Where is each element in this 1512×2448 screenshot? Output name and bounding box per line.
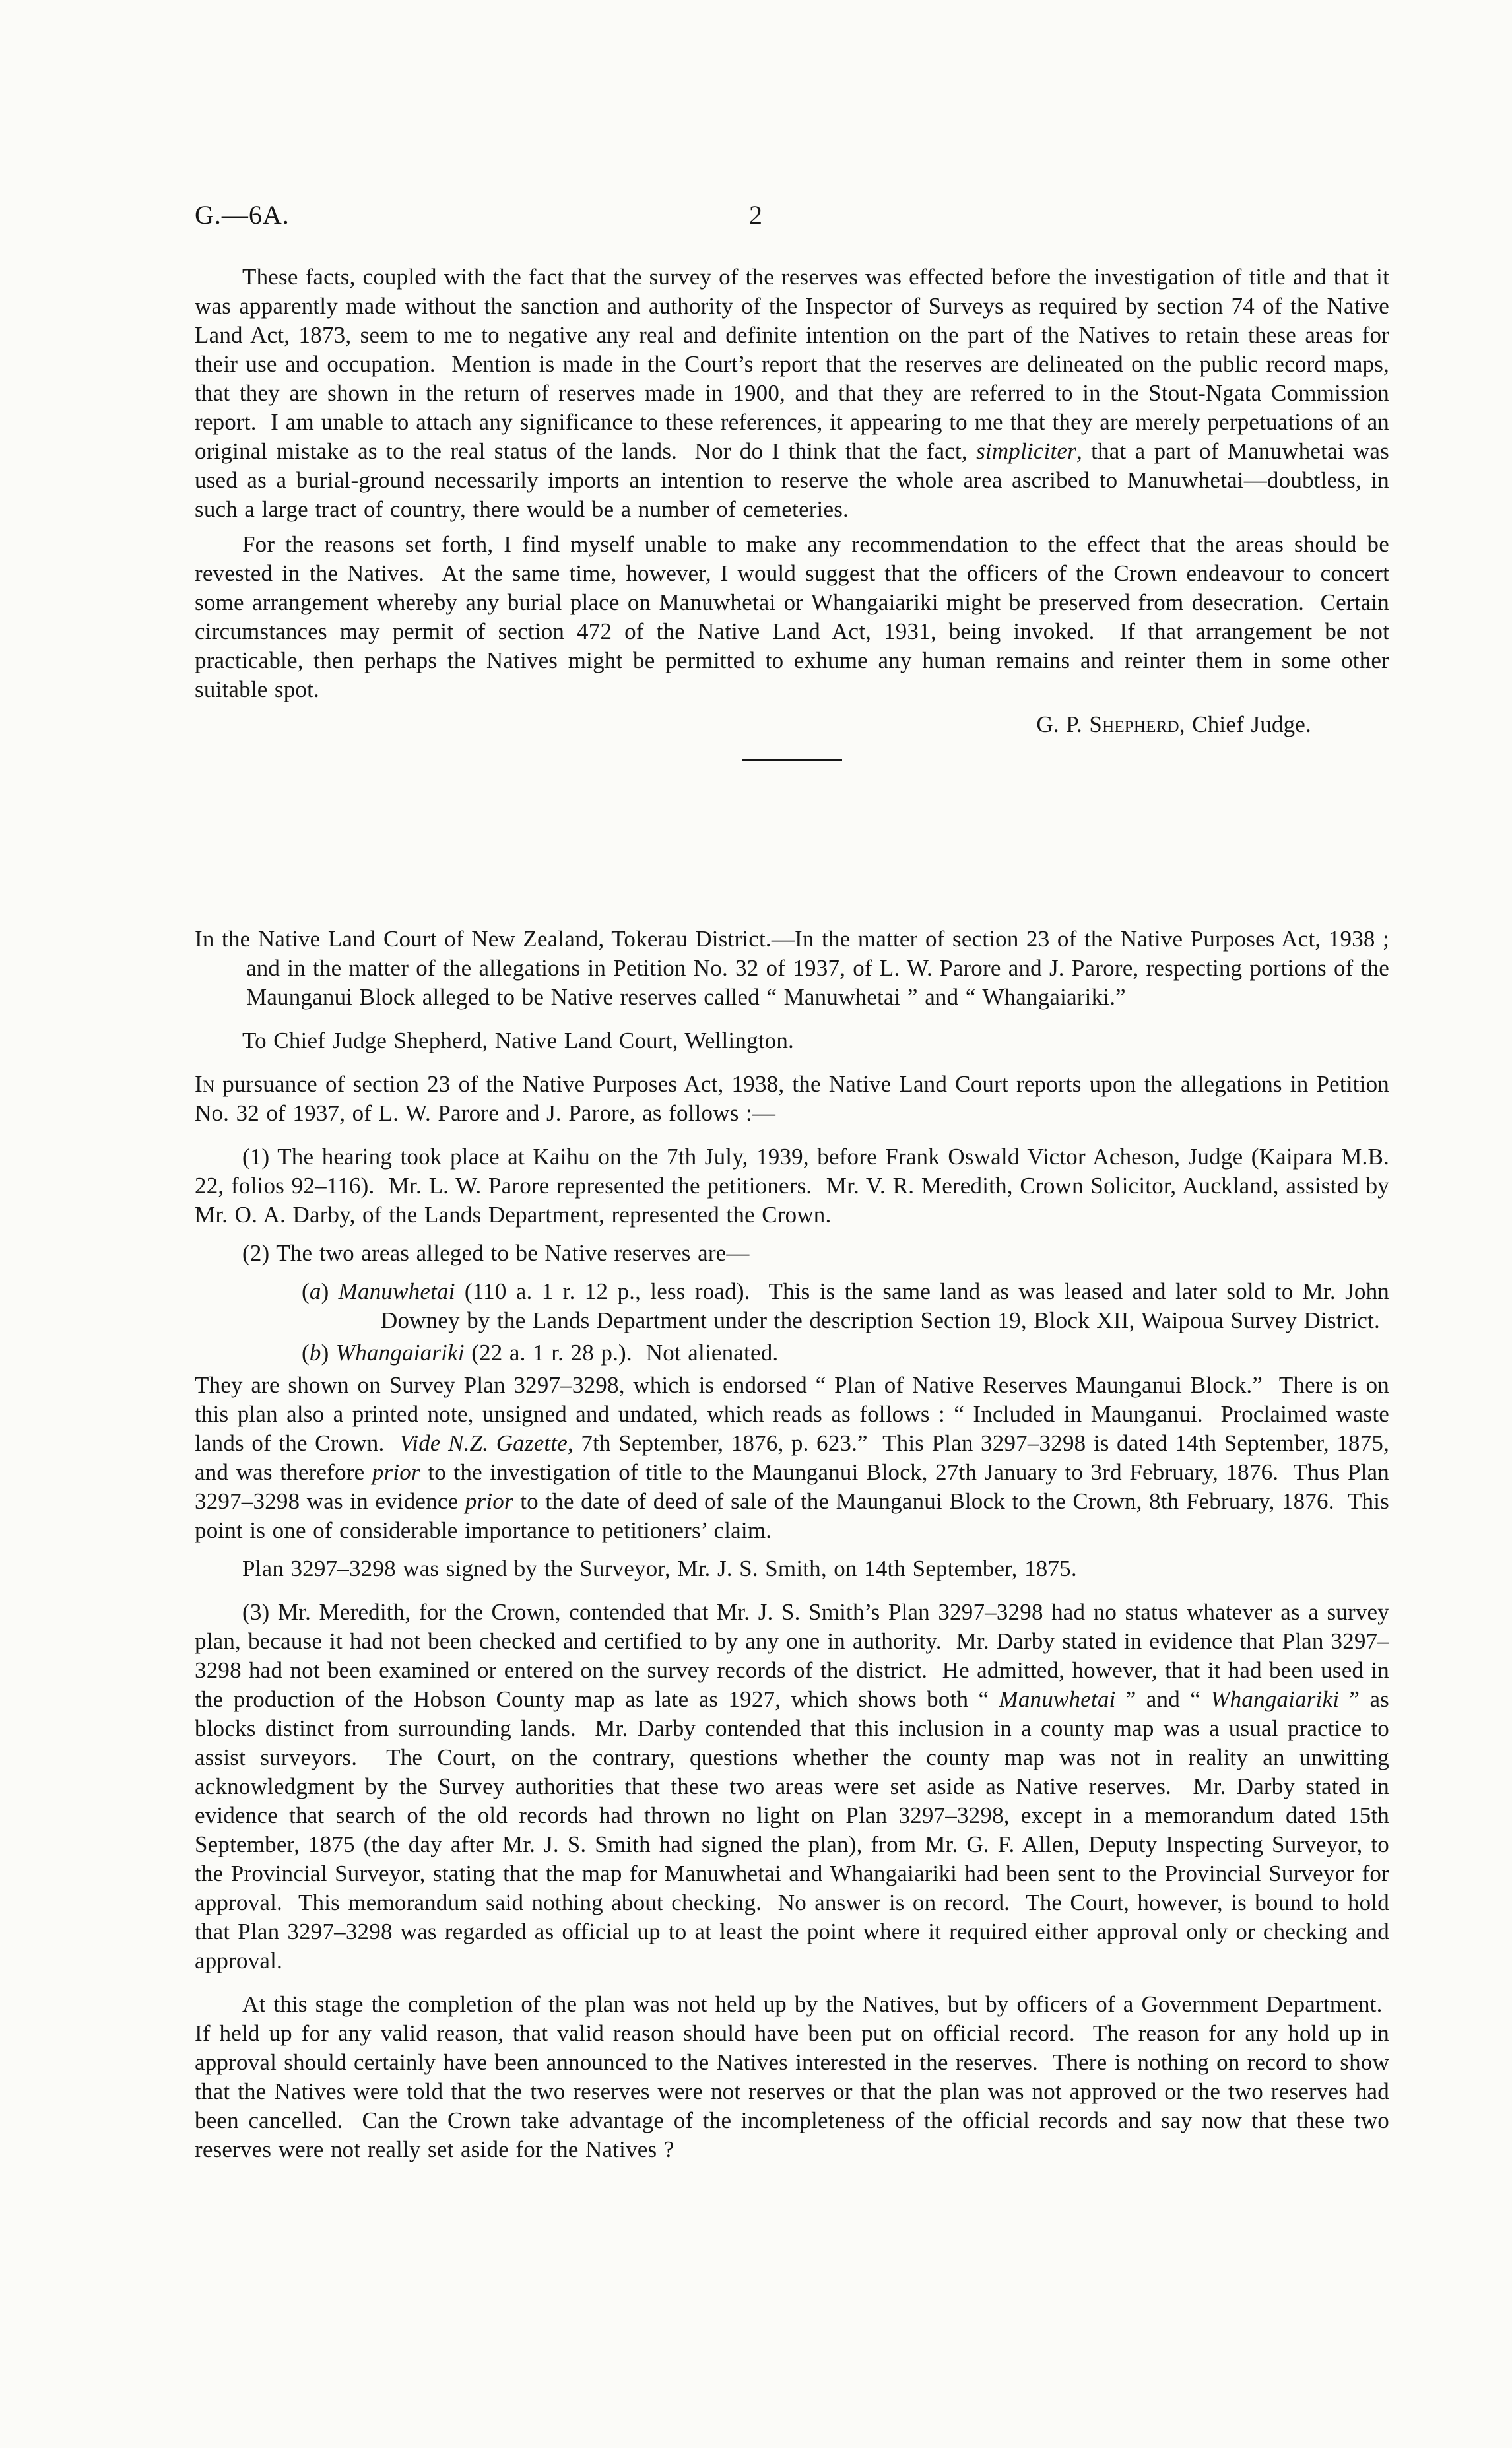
salutation-line: To Chief Judge Shepherd, Native Land Court, Wellington.	[242, 1028, 795, 1053]
paragraph-completion: At this stage the completion of the plan was not held up by the Natives, but by officers of a Government Department. If held up for any valid reason, that valid reason should have been put on official record. The reason for any hold up in approval should certainly have been announced to the Natives interested in the reserves. There is nothing on record to show that the Natives were told that the two reserves were not reserves or that the plan was not approved or the two reserves had been cancelled. Can the Crown take advantage of the incompleteness of the official records and say now that these two reserves were not really set aside for the Natives ?	[195, 1991, 1389, 2162]
section-divider	[742, 759, 842, 761]
paragraph-item-3: (3) Mr. Meredith, for the Crown, contended that Mr. J. S. Smith’s Plan 3297–3298 had no status whatever as a survey plan, because it had not been checked and certified to by any one in authority. Mr. Darby stated in evidence that Plan 3297–3298 had not been examined or entered on the survey records of the district. He admitted, however, that it had been used in the production of the Hobson County map as late as 1927, which shows both “ Manuwhetai ” and “ Whangaiariki ” as blocks distinct from surrounding lands. Mr. Darby contended that this inclusion in a county map was a usual practice to assist surveyors. The Court, on the contrary, questions whether the county map was not in reality an unwitting acknowledgment by the Survey authorities that these two areas were set aside as Native reserves. Mr. Darby stated in evidence that search of the old records had thrown no light on Plan 3297–3298, except in a memorandum dated 15th September, 1875 (the day after Mr. J. S. Smith had signed the plan), from Mr. G. F. Allen, Deputy Inspecting Surveyor, to the Provincial Surveyor, stating that the map for Manuwhetai and Whangaiariki had been sent to the Provincial Surveyor for approval. This memorandum said nothing about checking. No answer is on record. The Court, however, is bound to hold that Plan 3297–3298 was regarded as official up to at least the point where it required either approval only or checking and approval.	[195, 1599, 1389, 1973]
paragraph-item-1: (1) The hearing took place at Kaihu on the 7th July, 1939, before Frank Oswald Victor Acheson, Judge (Kaipara M.B. 22, folios 92–116). Mr. L. W. Parore represented the petitioners. Mr. V. R. Meredith, Crown Solicitor, Auckland, assisted by Mr. O. A. Darby, of the Lands Department, represented the Crown.	[195, 1144, 1389, 1228]
paragraph-findings: These facts, coupled with the fact that the survey of the reserves was effected before the investigation of title and that it was apparently made without the sanction and authority of the Inspector of Surveys as required by section 74 of the Native Land Act, 1873, seem to me to negative any real and definite intention on the part of the Natives to retain these areas for their use and occupation. Mention is made in the Court’s report that the reserves are delineated on the public record maps, that they are shown in the return of reserves made in 1900, and that they are referred to in the Stout-Ngata Commission report. I am unable to attach any significance to these references, it appearing to me that they are merely perpetuations of an original mistake as to the real status of the lands. Nor do I think that the fact, simpliciter, that a part of Manuwhetai was used as a burial-ground necessarily imports an intention to reserve the whole area ascribed to Manuwhetai—doubtless, in such a large tract of country, there would be a number of cemeteries.	[195, 264, 1389, 522]
page-number: 2	[749, 200, 762, 230]
paragraph-plan-signed: Plan 3297–3298 was signed by the Surveyor, Mr. J. S. Smith, on 14th September, 1875.	[242, 1556, 1077, 1581]
doc-reference: G.—6A.	[195, 200, 290, 230]
signature-line: G. P. Shepherd, Chief Judge.	[1036, 711, 1311, 737]
paragraph-survey-plan: They are shown on Survey Plan 3297–3298, which is endorsed “ Plan of Native Reserves Maunganui Block.” There is on this plan also a printed note, unsigned and undated, which reads as follows : “ Included in Maunganui. Proclaimed waste lands of the Crown. Vide N.Z. Gazette, 7th September, 1876, p. 623.” This Plan 3297–3298 is dated 14th September, 1875, and was therefore prior to the investigation of title to the Maunganui Block, 27th January to 3rd February, 1876. Thus Plan 3297–3298 was in evidence prior to the date of deed of sale of the Maunganui Block to the Crown, 8th February, 1876. This point is one of considerable importance to petitioners’ claim.	[195, 1372, 1389, 1543]
paragraph-item-2: (2) The two areas alleged to be Native reserves are—	[242, 1240, 750, 1266]
paragraph-recommendation: For the reasons set forth, I find myself unable to make any recommendation to the effect that the areas should be revested in the Natives. At the same time, however, I would suggest that the officers of the Crown endeavour to concert some arrangement whereby any burial place on Manuwhetai or Whangaiariki might be preserved from desecration. Certain circumstances may permit of section 472 of the Native Land Act, 1931, being invoked. If that arrangement be not practicable, then perhaps the Natives might be permitted to exhume any human remains and reinter them in some other suitable spot.	[195, 531, 1389, 702]
page-header	[195, 199, 1389, 236]
court-heading: In the Native Land Court of New Zealand, Tokerau District.—In the matter of section 23 of the Native Purposes Act, 1938 ; and in the matter of the allegations in Petition No. 32 of 1937, of L. W. Parore and J. Parore, respecting portions of the Maunganui Block alleged to be Native reserves called “ Manuwhetai ” and “ Whangaiariki.”	[195, 926, 1389, 1010]
paragraph-item-2b: (b) Whangaiariki (22 a. 1 r. 28 p.). Not alienated.	[302, 1340, 779, 1366]
paragraph-item-2a: (a) Manuwhetai (110 a. 1 r. 12 p., less road). This is the same land as was leased and later sold to Mr. John Downey by the Lands Department under the description Section 19, Block XII, Waipoua Survey District.	[302, 1278, 1389, 1333]
document-body	[195, 263, 1389, 2170]
paragraph-pursuance: In pursuance of section 23 of the Native Purposes Act, 1938, the Native Land Court reports upon the allegations in Petition No. 32 of 1937, of L. W. Parore and J. Parore, as follows :—	[195, 1071, 1389, 1126]
